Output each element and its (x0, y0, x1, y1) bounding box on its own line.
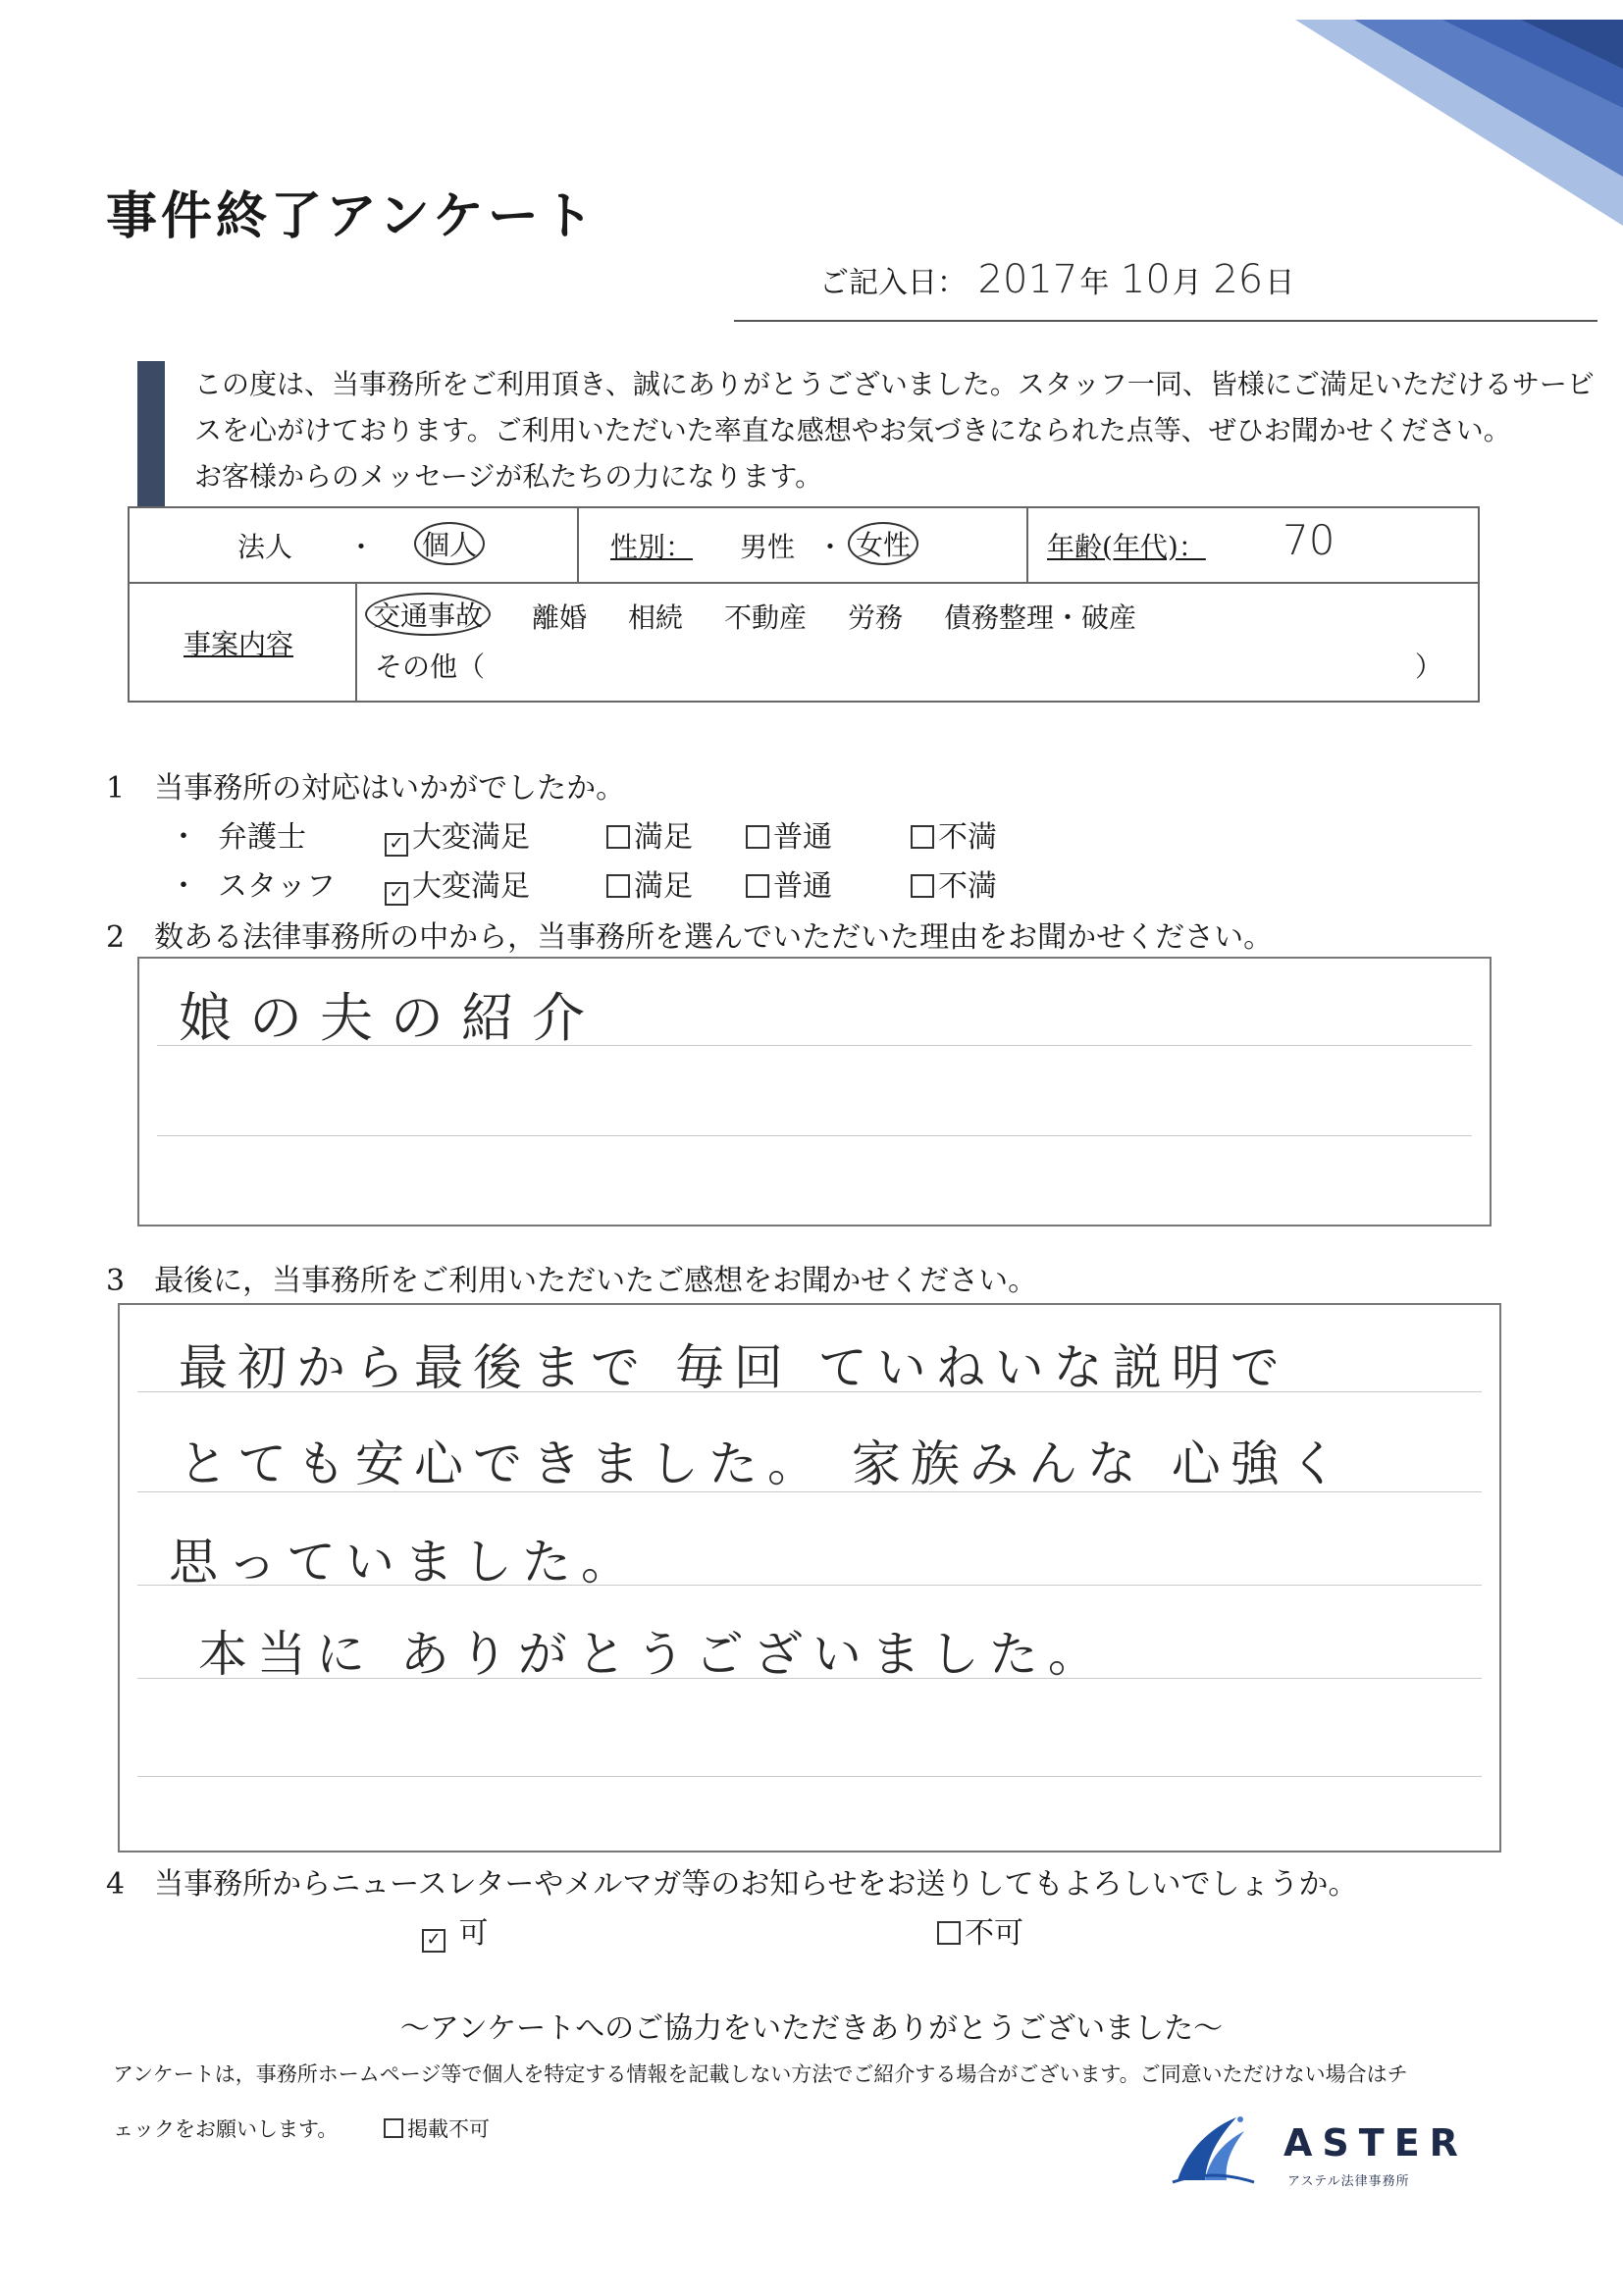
case-label: 事案内容 (183, 628, 294, 660)
q3-answer-line: とても安心できました。 家族みんな 心強く (179, 1435, 1348, 1492)
option-label: 掲載不可 (407, 2117, 491, 2141)
q1-lawyer-dissatisfied[interactable] (911, 812, 997, 856)
option-individual-selected[interactable]: 個人 (414, 522, 485, 565)
option-label: 可 (458, 1916, 489, 1951)
q1-row-label: 弁護士 (218, 820, 306, 855)
q3-answer-line: 思っていました。 (169, 1534, 640, 1591)
option-label: 大変満足 (412, 869, 530, 904)
logo-name: ASTER (1283, 2121, 1468, 2165)
divider (577, 508, 579, 582)
option-label: 普通 (773, 820, 832, 855)
q3-answer-line: 最初から最後まで 毎回 ていねいな説明で (179, 1339, 1289, 1396)
date-year: 2017 (977, 257, 1078, 302)
option-label: 不満 (938, 869, 997, 904)
q1-staff-very-satisfied[interactable] (385, 861, 530, 905)
bullet: ・ (169, 820, 198, 855)
q4-title: 4 当事務所からニュースレターやメルマガ等のお知らせをお送りしてもよろしいでしょうか。 (106, 1867, 1358, 1902)
bullet: ・ (169, 869, 198, 904)
ruled-line (157, 1135, 1472, 1136)
day-unit: 日 (1265, 266, 1295, 300)
checkbox-checked-icon[interactable]: ✓ (422, 1929, 445, 1953)
q1-lawyer-normal[interactable] (746, 812, 832, 856)
option-corporate[interactable]: 法人 (237, 531, 293, 563)
checkbox-icon[interactable] (746, 874, 769, 898)
option-label: 満足 (634, 820, 693, 855)
checkbox-icon[interactable] (746, 825, 769, 849)
intro-line: スを心がけております。ご利用いただいた率直な感想やお気づきになられた点等、ぜひお聞かせください。 (194, 414, 1511, 446)
date-underline (734, 320, 1597, 322)
q1-title: 1 当事務所の対応はいかがでしたか。 (106, 771, 626, 806)
q4-option-no[interactable] (937, 1908, 1023, 1952)
case-labor[interactable]: 労務 (848, 601, 904, 634)
case-divorce[interactable]: 離婚 (532, 601, 588, 634)
checkbox-icon[interactable] (606, 825, 630, 849)
case-other-label[interactable]: その他（ (375, 651, 486, 683)
option-female-selected[interactable]: 女性 (848, 522, 918, 565)
case-traffic-selected[interactable]: 交通事故 (365, 593, 491, 636)
checkbox-checked-icon[interactable]: ✓ (385, 882, 408, 906)
age-label: 年齢(年代)： (1047, 531, 1206, 563)
q4-option-yes[interactable] (422, 1908, 489, 1952)
option-label: 不満 (938, 820, 997, 855)
option-label: 大変満足 (412, 820, 530, 855)
q1-lawyer-satisfied[interactable] (606, 812, 693, 856)
q3-answer-line: 本当に ありがとうございました。 (198, 1626, 1107, 1683)
checkbox-icon[interactable] (606, 874, 630, 898)
intro-text (194, 361, 1595, 499)
logo-subtitle: アステル法律事務所 (1287, 2174, 1410, 2189)
thanks-message: ～アンケートへのご協力をいただきありがとうございました～ (399, 2011, 1224, 2046)
q3-title: 3 最後に，当事務所をご利用いただいたご感想をお聞かせください。 (106, 1264, 1038, 1298)
date-label: ご記入日： (819, 266, 967, 300)
q2-title: 2 数ある法律事務所の中から，当事務所を選んでいただいた理由をお聞かせください。 (106, 920, 1274, 955)
separator-dot: ・ (816, 531, 845, 563)
intro-line: この度は、当事務所をご利用頂き、誠にありがとうございました。スタッフ一同、皆様にご満足いただけるサービ (194, 368, 1595, 400)
month-unit: 月 (1172, 266, 1202, 300)
option-label: 普通 (773, 869, 832, 904)
q2-answer-box[interactable] (137, 957, 1492, 1226)
date-month: 10 (1120, 257, 1171, 302)
q1-row-label: スタッフ (218, 869, 336, 904)
intro-line: お客様からのメッセージが私たちの力になります。 (194, 460, 823, 493)
checkbox-checked-icon[interactable]: ✓ (385, 833, 408, 857)
info-row-basic (130, 508, 1478, 584)
case-label-cell (130, 582, 357, 701)
year-unit: 年 (1079, 266, 1110, 300)
gender-label: 性別： (610, 531, 694, 563)
checkbox-icon[interactable] (911, 874, 934, 898)
q2-answer-text: 娘の夫の紹介 (179, 987, 602, 1049)
separator-dot: ・ (347, 531, 376, 563)
date-field[interactable] (819, 257, 1294, 302)
age-value[interactable]: 70 (1283, 516, 1335, 564)
case-inheritance[interactable]: 相続 (628, 601, 684, 634)
q1-staff-satisfied[interactable] (606, 861, 693, 905)
case-debt[interactable]: 債務整理・破産 (944, 601, 1137, 634)
q1-lawyer-very-satisfied[interactable] (385, 812, 530, 856)
checkbox-icon[interactable] (911, 825, 934, 849)
notice-line: ェックをお願いします。 (113, 2117, 339, 2141)
option-label: 満足 (634, 869, 693, 904)
q3-answer-box[interactable] (118, 1303, 1501, 1852)
q1-staff-normal[interactable] (746, 861, 832, 905)
divider (1026, 508, 1028, 582)
q1-staff-dissatisfied[interactable] (911, 861, 997, 905)
checkbox-icon[interactable] (937, 1921, 961, 1945)
no-publish-option[interactable] (384, 2117, 490, 2141)
case-real-estate[interactable]: 不動産 (724, 601, 808, 634)
info-table (128, 506, 1480, 703)
option-label: 不可 (965, 1916, 1023, 1951)
date-day: 26 (1213, 257, 1264, 302)
page-title: 事件終了アンケート (106, 186, 598, 246)
intro-accent-bar (137, 361, 165, 506)
q1-row-lawyer (169, 812, 198, 856)
case-other-close: ） (1415, 651, 1443, 683)
notice-line: アンケートは，事務所ホームページ等で個人を特定する情報を記載しない方法でご紹介する場合がございます。ご同意いただけない場合はチ (113, 2062, 1408, 2086)
ruled-line (137, 1776, 1482, 1777)
aster-logo-icon (1168, 2110, 1256, 2188)
checkbox-icon[interactable] (384, 2118, 403, 2138)
corner-decoration (1295, 0, 1623, 235)
option-male[interactable]: 男性 (740, 531, 796, 563)
q1-row-staff (169, 861, 198, 905)
